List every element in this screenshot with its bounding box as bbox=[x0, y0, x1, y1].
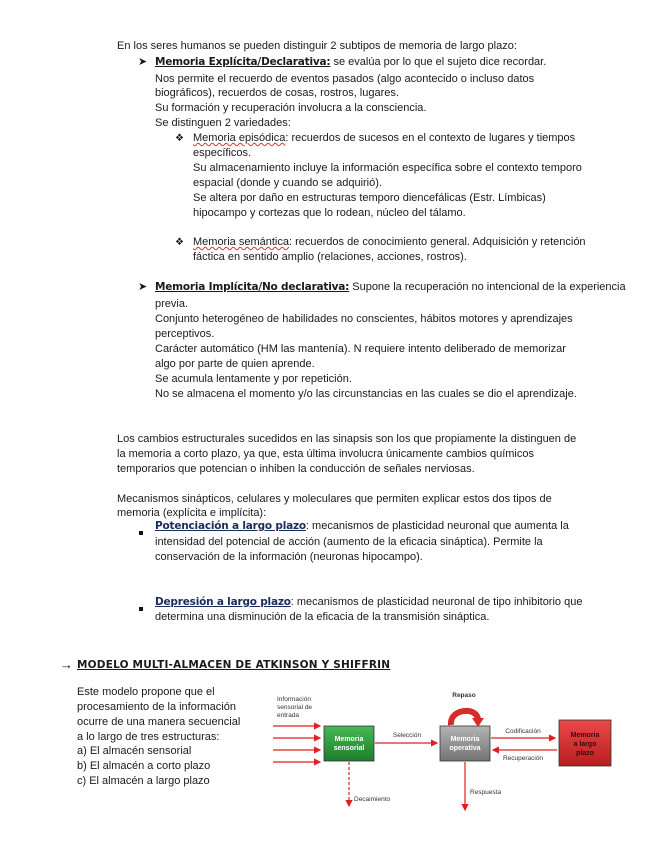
decaimiento-label: Decaimiento bbox=[354, 796, 391, 803]
operativa-label: operativa bbox=[449, 745, 481, 752]
right-arrow-icon: → bbox=[60, 657, 73, 672]
repaso-loop-icon bbox=[451, 711, 478, 725]
explicit-heading-rest: se evalúa por lo que el sujeto dice recordar. bbox=[330, 56, 547, 68]
modelo-line: b) El almacén a corto plazo bbox=[77, 760, 211, 772]
sensorial-label: Memoria bbox=[334, 736, 364, 743]
implicit-line: Conjunto heterogéneo de habilidades no conscientes, hábitos motores y aprendizajes bbox=[155, 313, 573, 325]
respuesta-label: Respuesta bbox=[470, 789, 502, 796]
sensorial-label: sensorial bbox=[333, 745, 365, 752]
operativa-label: Memoria bbox=[450, 736, 480, 743]
episodica-term: Memoria episódica bbox=[193, 132, 286, 144]
memoria-operativa-box bbox=[440, 726, 490, 761]
cambios-line: la memoria a corto plazo, ya que, esta última involucra únicamente cambios químicos bbox=[117, 448, 534, 460]
potenciacion-rest: : mecanismos de plasticidad neuronal que aumenta la bbox=[305, 520, 569, 532]
potenciacion-line: intensidad del potencial de acción (aumento de la eficacia sináptica). Permite la bbox=[155, 536, 543, 548]
codificacion-label: Codificación bbox=[505, 728, 541, 735]
episodica-line: Su almacenamiento incluye la información específica sobre el contexto temporo bbox=[193, 162, 582, 174]
input-label-line: sensorial de bbox=[277, 704, 313, 711]
depresion-line: determina una disminución de la eficacia de la transmisión sináptica. bbox=[155, 611, 490, 623]
explicit-line: Se distinguen 2 variedades: bbox=[155, 117, 291, 129]
implicit-heading-rest: Supone la recuperación no intencional de la experiencia bbox=[349, 281, 626, 293]
modelo-line: a) El almacén sensorial bbox=[77, 745, 192, 757]
largo-label: plazo bbox=[576, 750, 594, 757]
depresion-term: Depresión a largo plazo bbox=[155, 596, 291, 608]
explicit-line: Su formación y recuperación involucra a la consciencia. bbox=[155, 102, 427, 114]
cambios-line: temporarios que potencian o inhiben la conducción de señales nerviosas. bbox=[117, 463, 475, 475]
recuperacion-label: Recuperación bbox=[502, 755, 544, 762]
episodica-rest: : recuerdos de sucesos en el contexto de lugares y tiempos bbox=[285, 132, 576, 144]
semantica-line bbox=[193, 235, 586, 249]
implicit-heading-line bbox=[155, 280, 626, 294]
memoria-sensorial-box bbox=[324, 726, 374, 761]
episodica-line: espacial (donde y cuando se adquirió). bbox=[193, 177, 382, 189]
largo-label: Memoria bbox=[570, 732, 600, 739]
modelo-title: MODELO MULTI-ALMACEN DE ATKINSON Y SHIFFRIN bbox=[77, 659, 391, 671]
intro-text: En los seres humanos se pueden distinguir 2 subtipos de memoria de largo plazo: bbox=[117, 40, 517, 52]
input-label-line: entrada bbox=[277, 712, 300, 719]
diamond-bullet-icon: ❖ bbox=[175, 133, 184, 144]
episodica-line: Se altera por daño en estructuras temporo diencefálicas (Estr. Límbicas) bbox=[193, 192, 546, 204]
mecanismos-line: memoria (explícita e implícita): bbox=[117, 507, 267, 519]
input-label-line: Información bbox=[277, 696, 311, 703]
diamond-bullet-icon: ❖ bbox=[175, 237, 184, 248]
bullet-arrow: ➤ bbox=[138, 281, 148, 293]
seleccion-label: Selección bbox=[392, 732, 422, 739]
implicit-heading: Memoria Implícita/No declarativa: bbox=[155, 281, 350, 293]
modelo-line: Este modelo propone que el bbox=[77, 686, 215, 698]
explicit-line: Nos permite el recuerdo de eventos pasados (algo acontecido o incluso datos bbox=[155, 73, 535, 85]
cambios-line: Los cambios estructurales sucedidos en las sinapsis son los que propiamente la distinguen de bbox=[117, 433, 577, 445]
bullet-arrow: ➤ bbox=[138, 56, 148, 68]
potenciacion-line bbox=[155, 519, 569, 533]
implicit-line: Carácter automático (HM las mantenía). N requiere intento deliberado de memorizar bbox=[155, 343, 566, 355]
largo-label: a largo bbox=[573, 741, 597, 748]
semantica-line: fáctica en sentido amplio (relaciones, acciones, rostros). bbox=[193, 251, 467, 263]
explicit-heading: Memoria Explícita/Declarativa: bbox=[155, 56, 331, 68]
modelo-line: a lo largo de tres estructuras: bbox=[77, 731, 220, 743]
repaso-label: Repaso bbox=[452, 692, 476, 699]
modelo-line: ocurre de una manera secuencial bbox=[77, 716, 241, 728]
depresion-rest: : mecanismos de plasticidad neuronal de tipo inhibitorio que bbox=[290, 596, 583, 608]
semantica-rest: : recuerdos de conocimiento general. Adquisición y retención bbox=[288, 236, 586, 248]
explicit-heading-line bbox=[155, 55, 546, 69]
potenciacion-line: conservación de la información (neuronas hipocampo). bbox=[155, 551, 423, 563]
depresion-line bbox=[155, 595, 582, 609]
implicit-line: No se almacena el momento y/o las circunstancias en las cuales se dio el aprendizaje. bbox=[155, 388, 577, 400]
implicit-line: algo por parte de quien aprende. bbox=[155, 358, 315, 370]
implicit-line: perceptivos. bbox=[155, 328, 215, 340]
atkinson-shiffrin-diagram bbox=[265, 688, 625, 816]
semantica-term: Memoria semántica bbox=[193, 236, 289, 248]
episodica-line bbox=[193, 131, 575, 145]
square-bullet-icon bbox=[139, 525, 143, 539]
modelo-line: procesamiento de la información bbox=[77, 701, 236, 713]
potenciacion-term: Potenciación a largo plazo bbox=[155, 520, 306, 532]
implicit-line: previa. bbox=[155, 298, 189, 310]
mecanismos-line: Mecanismos sinápticos, celulares y moleculares que permiten explicar estos dos tipos de bbox=[117, 493, 552, 505]
square-bullet-icon bbox=[139, 601, 143, 615]
episodica-line: específicos. bbox=[193, 147, 252, 159]
implicit-line: Se acumula lentamente y por repetición. bbox=[155, 373, 352, 385]
explicit-line: biográficos), recuerdos de cosas, rostros, lugares. bbox=[155, 87, 399, 99]
modelo-line: c) El almacén a largo plazo bbox=[77, 775, 210, 787]
episodica-line: hipocampo y cortezas que lo rodean, núcleo del tálamo. bbox=[193, 207, 466, 219]
